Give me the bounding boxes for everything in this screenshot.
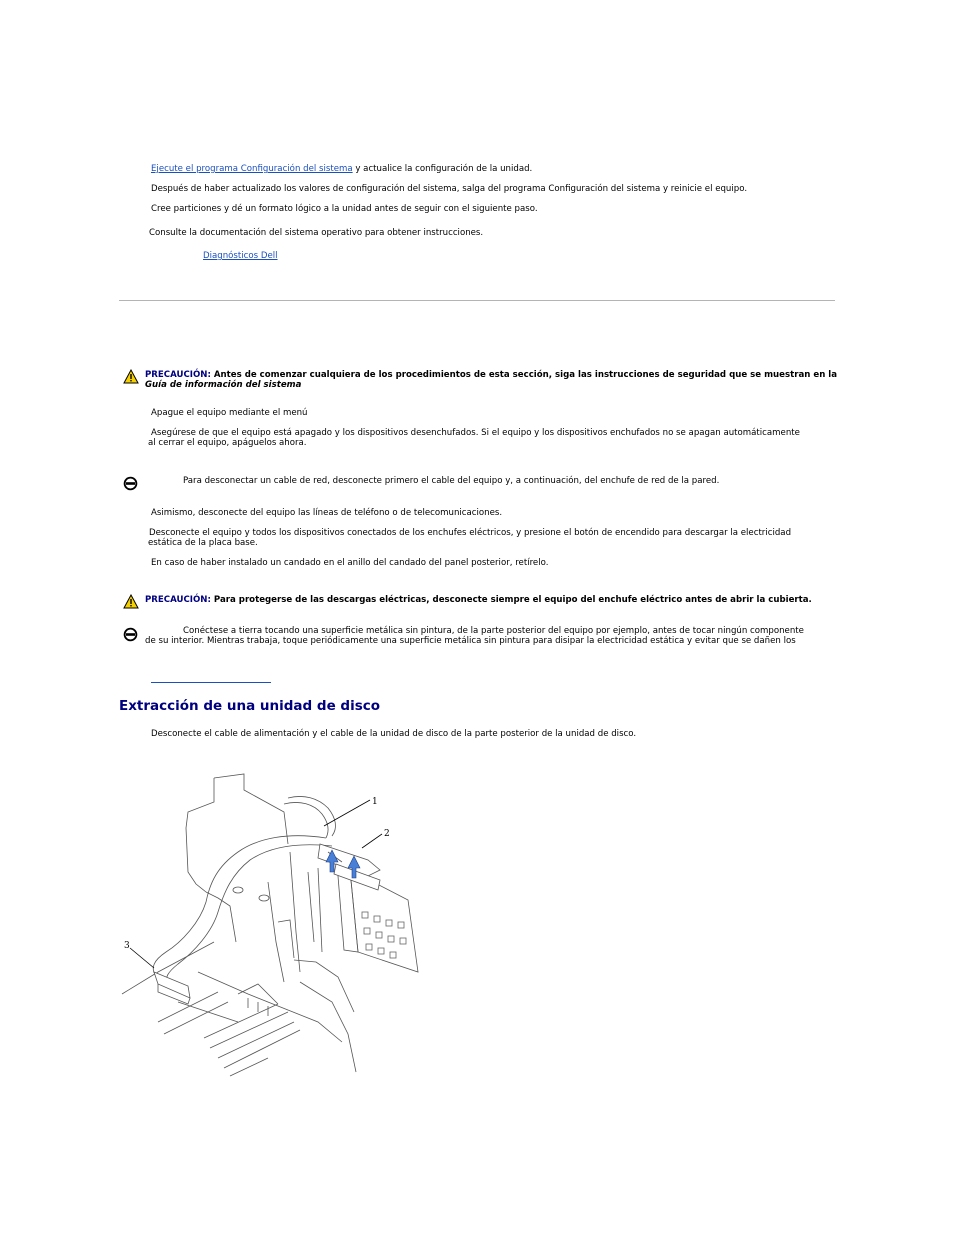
step-exit-setup: Después de haber actualizado los valores de configuración del sistema, salga del programa Configuración del sistema y reinicie el equipo. — [151, 184, 748, 194]
caution-label: PRECAUCIÓN: — [145, 370, 211, 380]
caution-label: PRECAUCIÓN: — [145, 595, 211, 605]
callout-3: 3 — [124, 941, 130, 951]
caution-safety-text: Antes de comenzar cualquiera de los procedimientos de esta sección, siga las instrucciones de seguridad que se muestran en la — [210, 370, 838, 380]
callout-1: 1 — [372, 797, 378, 807]
step-disconnect-cables: Desconecte el cable de alimentación y el cable de la unidad de disco de la parte posterior de la unidad de disco. — [151, 729, 637, 739]
setup-program-link[interactable]: Ejecute el programa Configuración del sistema — [151, 164, 353, 174]
caution-electric — [145, 595, 812, 605]
step-ensure-off-2: al cerrar el equipo, apáguelos ahora. — [148, 438, 307, 448]
notice-icon — [123, 476, 138, 491]
notice-network: Para desconectar un cable de red, desconecte primero el cable del equipo y, a continuación, del enchufe de red de la pared. — [183, 476, 720, 486]
step-partition-note: Consulte la documentación del sistema operativo para obtener instrucciones. — [149, 228, 484, 238]
diagnostics-link-wrap — [203, 251, 278, 261]
notice-icon — [123, 627, 138, 642]
notice-ground-2: de su interior. Mientras trabaja, toque periódicamente una superficie metálica sin pintura para disipar la electricidad estática y evitar que se dañen los — [145, 636, 796, 646]
caution-icon — [123, 594, 139, 609]
step-configure — [151, 164, 532, 174]
notice-ground-1: Conéctese a tierra tocando una superficie metálica sin pintura, de la parte posterior del equipo por ejemplo, antes de tocar ningún componente — [183, 626, 804, 636]
drive-cable-illustration — [118, 772, 424, 1080]
step-telecom: Asimismo, desconecte del equipo las líneas de teléfono o de telecomunicaciones. — [151, 508, 503, 518]
link-underline — [151, 682, 271, 683]
step-discharge-1: Desconecte el equipo y todos los dispositivos conectados de los enchufes eléctricos, y presione el botón de encendido para descargar la electricidad — [149, 528, 792, 538]
caution-icon — [123, 369, 139, 384]
step-discharge-2: estática de la placa base. — [148, 538, 258, 548]
step-shutdown: Apague el equipo mediante el menú — [151, 408, 308, 418]
dell-diagnostics-link[interactable]: Diagnósticos Dell — [203, 251, 278, 261]
step-configure-text: y actualice la configuración de la unidad. — [352, 164, 533, 174]
safety-guide-title: Guía de información del sistema — [145, 380, 302, 390]
step-ensure-off-1: Asegúrese de que el equipo está apagado y los dispositivos desenchufados. Si el equipo y los dispositivos enchufados no se apagan automáticamente — [151, 428, 800, 438]
step-partition: Cree particiones y dé un formato lógico a la unidad antes de seguir con el siguiente paso. — [151, 204, 538, 214]
callout-2: 2 — [384, 829, 390, 839]
section-title: Extracción de una unidad de disco — [119, 698, 381, 714]
step-padlock: En caso de haber instalado un candado en el anillo del candado del panel posterior, retírelo. — [151, 558, 549, 568]
caution-safety — [145, 370, 837, 390]
caution-electric-text: Para protegerse de las descargas eléctricas, desconecte siempre el equipo del enchufe eléctrico antes de abrir la cubierta. — [210, 595, 812, 605]
section-divider — [119, 300, 835, 301]
